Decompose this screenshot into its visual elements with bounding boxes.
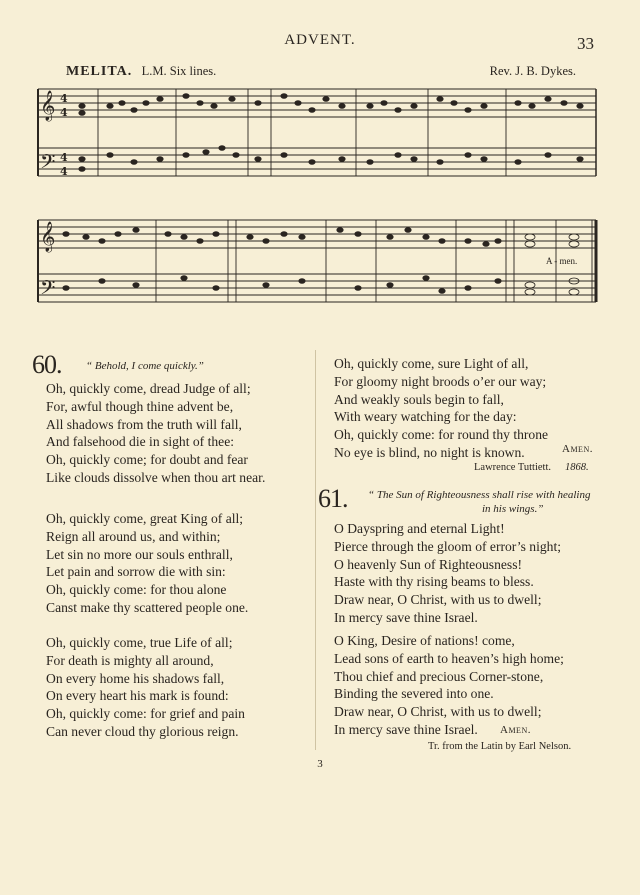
hymn-60-year: 1868. — [565, 462, 589, 473]
hymn-60-stanza-1: Oh, quickly come, dread Judge of all; For, awful though thine advent be, All shadows from the truth will fall, And falsehood die in sight of thee: Oh, quickly come; for doubt and fear Like clouds dissolve when thou art near. — [46, 381, 266, 485]
notes-system-1 — [79, 94, 583, 172]
amen-lyric: A - men. — [546, 256, 578, 266]
hymn-epigraph-line-1: “ The Sun of Righteousness shall rise with healing — [368, 489, 591, 501]
tune-heading — [66, 64, 576, 80]
hymn-61-stanza-2: O King, Desire of nations! come, Lead sons of earth to heaven’s high home; Thou chief and precious Corner-stone, Binding the severed into one. Draw near, O Christ, with us to dwell; In mercy save thine Israel. — [334, 633, 564, 737]
hymn-60-author: Lawrence Tuttiett. — [474, 462, 551, 473]
svg-text:𝄢: 𝄢 — [40, 276, 56, 304]
clefs-system-2 — [40, 221, 55, 304]
svg-text:𝄢: 𝄢 — [40, 150, 56, 178]
hymn-epigraph-line-2: in his wings.” — [482, 503, 544, 515]
hymn-number: 60. — [32, 350, 62, 379]
page-signature: 3 — [317, 758, 323, 770]
notes-system-2 — [63, 228, 579, 295]
page-number: 33 — [577, 34, 594, 53]
svg-text:𝄞: 𝄞 — [40, 91, 56, 121]
svg-text:4: 4 — [60, 165, 68, 178]
hymn-60-stanza-3: Oh, quickly come, true Life of all; For death is mighty all around, On every home his shadows fall, On every heart his mark is found: Oh, quickly come: for grief and pain Can never cloud thy glorious reign. — [46, 635, 245, 739]
staff-system-2 — [38, 220, 596, 302]
hymn-61-stanza-1: O Dayspring and eternal Light! Pierce through the gloom of error’s night; O heavenly Sun of Righteousness! Haste with thy rising beams to bless. Draw near, O Christ, with us to dwell; In mercy save thine Israel. — [334, 521, 562, 625]
clefs-system-1 — [40, 90, 68, 178]
hymn-61-amen: Amen. — [500, 724, 531, 736]
hymn-epigraph: “ Behold, I come quickly.” — [86, 360, 204, 372]
hymn-60-heading — [32, 350, 312, 380]
music-score — [36, 82, 602, 322]
column-divider — [315, 350, 316, 750]
hymn-61-heading — [318, 484, 618, 514]
hymn-60-amen: Amen. — [562, 443, 593, 455]
svg-text:4: 4 — [60, 106, 68, 119]
tune-name: MELITA. — [66, 64, 133, 79]
hymn-61-attribution: Tr. from the Latin by Earl Nelson. — [428, 741, 572, 752]
tune-composer: Rev. J. B. Dykes. — [489, 64, 576, 78]
hymn-60-stanza-4: Oh, quickly come, sure Light of all, For gloomy night broods o’er our way; And weakly souls begin to fall, With weary watching for the day: Oh, quickly come: for round thy throne No eye is blind, no night is known. — [334, 356, 549, 460]
svg-text:4: 4 — [60, 92, 68, 105]
svg-text:4: 4 — [60, 151, 68, 164]
svg-text:𝄞: 𝄞 — [40, 222, 56, 252]
hymn-number: 61. — [318, 484, 348, 513]
hymn-60-stanza-2: Oh, quickly come, great King of all; Reign all around us, and within; Let sin no more our souls enthrall, Let pain and sorrow die with sin: Oh, quickly come: for thou alone Canst make thy scattered people one. — [46, 511, 249, 615]
tune-meter: L.M. Six lines. — [141, 64, 217, 78]
running-title: ADVENT. — [284, 32, 356, 48]
